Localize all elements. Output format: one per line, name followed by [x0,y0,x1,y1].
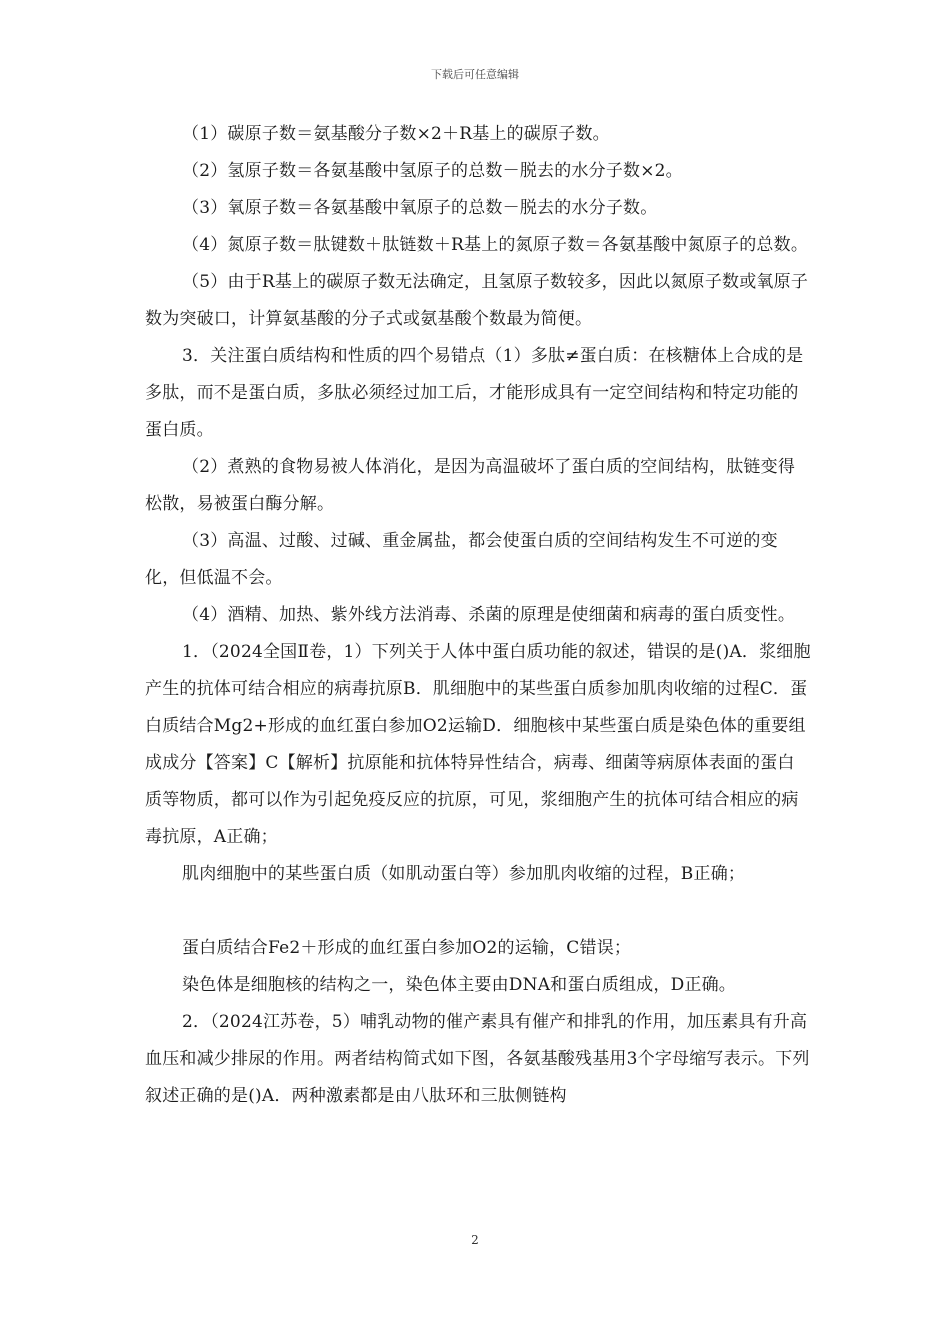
paragraph-answer-b: 肌肉细胞中的某些蛋白质（如肌动蛋白等）参加肌肉收缩的过程，B正确； [182,864,746,884]
page-number: 2 [471,1233,479,1247]
paragraph-disinfection: （4）酒精、加热、紫外线方法消毒、杀菌的原理是使细菌和病毒的蛋白质变性。 [182,605,796,625]
paragraph-nitrogen-count: （4）氮原子数＝肽键数＋肽链数＋R基上的氮原子数＝各氨基酸中氮原子的总数。 [182,235,809,255]
paragraph-cooked-food: （2）煮熟的食物易被人体消化，是因为高温破坏了蛋白质的空间结构，肽链变得松散，易被蛋白酶分解。 [145,457,796,514]
paragraph-oxygen-count: （3）氧原子数＝各氨基酸中氧原子的总数－脱去的水分子数。 [182,198,658,218]
paragraph-answer-d: 染色体是细胞核的结构之一，染色体主要由DNA和蛋白质组成，D正确。 [182,975,737,995]
paragraph-error-points: 3．关注蛋白质结构和性质的四个易错点（1）多肽≠蛋白质：在核糖体上合成的是多肽，而不是蛋白质，多肽必须经过加工后，才能形成具有一定空间结构和特定功能的蛋白质。 [145,346,804,440]
paragraph-question-2: 2．（2024江苏卷，5）哺乳动物的催产素具有催产和排乳的作用，加压素具有升高血压和减少排尿的作用。两者结构简式如下图，各氨基酸残基用3个字母缩写表示。下列叙述正确的是()A．两种激素都是由八肽环和三肽侧链构 [145,1012,810,1106]
paragraph-hydrogen-count: （2）氢原子数＝各氨基酸中氢原子的总数－脱去的水分子数×2。 [182,161,683,181]
page-header: 下载后可任意编辑 [431,68,519,81]
paragraph-question-1: 1．（2024全国Ⅱ卷，1）下列关于人体中蛋白质功能的叙述，错误的是()A．浆细胞产生的抗体可结合相应的病毒抗原B．肌细胞中的某些蛋白质参加肌肉收缩的过程C．蛋白质结合Mg2+形成的血红蛋白参加O2运输D．细胞核中某些蛋白质是染色体的重要组成成分【答案】C【解析】抗原能和抗体特异性结合，病毒、细菌等病原体表面的蛋白质等物质，都可以作为引起免疫反应的抗原，可见，浆细胞产生的抗体可结合相应的病毒抗原，A正确； [145,642,811,847]
paragraph-carbon-count: （1）碳原子数＝氨基酸分子数×2＋R基上的碳原子数。 [182,124,610,144]
paragraph-answer-c: 蛋白质结合Fe2＋形成的血红蛋白参加O2的运输，C错误； [182,938,632,958]
paragraph-denaturation: （3）高温、过酸、过碱、重金属盐，都会使蛋白质的空间结构发生不可逆的变化，但低温不会。 [145,531,778,588]
paragraph-calculation-tip: （5）由于R基上的碳原子数无法确定，且氢原子数较多，因此以氮原子数或氧原子数为突破口，计算氨基酸的分子式或氨基酸个数最为简便。 [145,272,809,329]
document-body [145,116,811,1115]
